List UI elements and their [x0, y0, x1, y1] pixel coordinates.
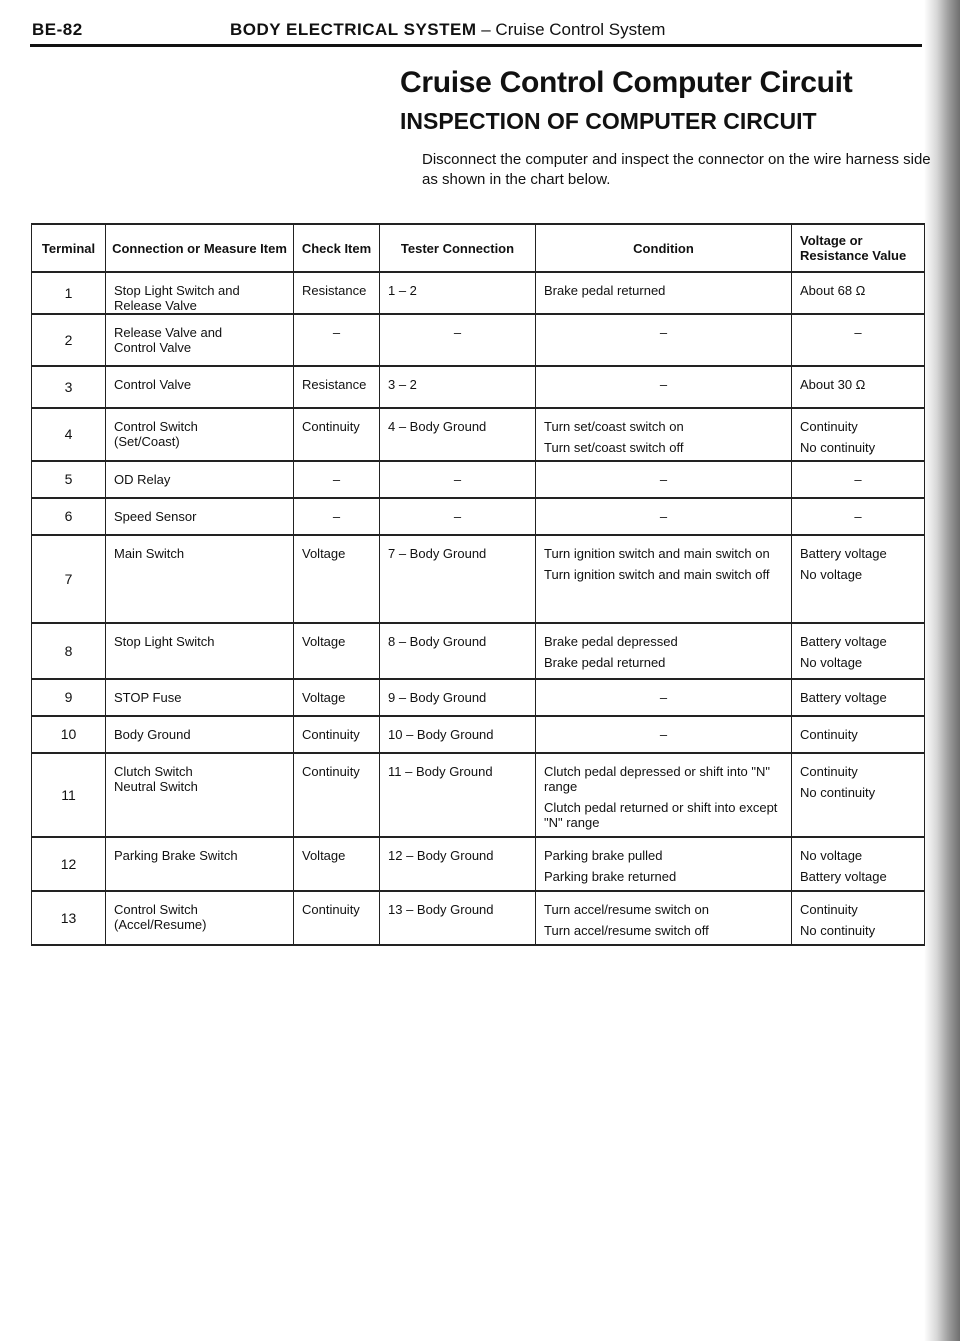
terminal-cell: 6	[32, 498, 106, 535]
section-title-bold: BODY ELECTRICAL SYSTEM	[230, 20, 477, 39]
check-item-cell: Voltage	[294, 679, 380, 716]
value-line: –	[854, 472, 862, 487]
condition-line: Turn accel/resume switch on	[544, 902, 709, 917]
condition-line: –	[659, 727, 668, 742]
value-line: About 30 Ω	[800, 377, 866, 392]
value-line: Battery voltage	[800, 690, 887, 705]
value-cell	[792, 623, 925, 679]
value-cell	[792, 366, 925, 408]
inspection-table	[31, 223, 925, 946]
measure-item-cell	[106, 716, 294, 753]
page-number: BE-82	[32, 20, 83, 39]
page-edge-shadow	[924, 0, 960, 1341]
tester-connection-cell: 12 – Body Ground	[380, 837, 536, 891]
measure-item-line: OD Relay	[114, 472, 171, 487]
table-row	[32, 498, 925, 535]
value-line: No voltage	[800, 655, 863, 670]
condition-line: –	[659, 690, 668, 705]
check-item-cell: Continuity	[294, 891, 380, 945]
header-check-item: Check Item	[294, 224, 380, 272]
value-line: Continuity	[800, 902, 858, 917]
condition-line: Turn set/coast switch on	[544, 419, 684, 434]
condition-cell	[536, 314, 792, 366]
measure-item-line: Control Valve	[114, 377, 192, 392]
page-subtitle: INSPECTION OF COMPUTER CIRCUIT	[400, 108, 817, 134]
measure-item-cell	[106, 272, 294, 314]
header-connection-line1: Connection or	[112, 240, 201, 256]
terminal-cell: 12	[32, 837, 106, 891]
tester-connection-cell: 13 – Body Ground	[380, 891, 536, 945]
measure-item-cell	[106, 837, 294, 891]
measure-item-cell	[106, 623, 294, 679]
condition-cell	[536, 837, 792, 891]
table-body	[32, 272, 925, 945]
measure-item-line: Release Valve	[114, 298, 197, 313]
condition-cell	[536, 679, 792, 716]
condition-cell	[536, 461, 792, 498]
measure-item-cell	[106, 408, 294, 461]
value-cell	[792, 891, 925, 945]
measure-item-line: Control Switch	[114, 902, 198, 917]
check-item-cell: Resistance	[294, 272, 380, 314]
terminal-cell: 11	[32, 753, 106, 837]
measure-item-line: Parking Brake Switch	[114, 848, 238, 863]
condition-cell	[536, 408, 792, 461]
condition-line: Turn set/coast switch off	[544, 440, 684, 455]
value-line: –	[854, 509, 862, 524]
check-item-cell: Continuity	[294, 753, 380, 837]
section-title	[230, 20, 665, 40]
check-item-cell: Voltage	[294, 535, 380, 623]
table-row	[32, 272, 925, 314]
value-cell	[792, 408, 925, 461]
condition-line: Turn accel/resume switch off	[544, 923, 709, 938]
value-cell	[792, 837, 925, 891]
table-row	[32, 535, 925, 623]
terminal-cell: 3	[32, 366, 106, 408]
condition-line: –	[659, 472, 668, 487]
value-line: Battery voltage	[800, 634, 887, 649]
header-condition: Condition	[536, 224, 792, 272]
condition-line: –	[659, 325, 668, 340]
terminal-cell: 5	[32, 461, 106, 498]
terminal-cell: 4	[32, 408, 106, 461]
tester-connection-cell: 3 – 2	[380, 366, 536, 408]
value-line: No voltage	[800, 848, 863, 863]
condition-line: Turn ignition switch and main switch off	[544, 567, 770, 582]
measure-item-line: (Accel/Resume)	[114, 917, 207, 932]
value-cell	[792, 498, 925, 535]
header-terminal: Terminal	[32, 224, 106, 272]
measure-item-line: Stop Light Switch	[114, 634, 215, 649]
value-cell	[792, 753, 925, 837]
condition-line: Clutch pedal depressed or shift into "N" range	[544, 764, 771, 794]
terminal-cell: 1	[32, 272, 106, 314]
terminal-cell: 8	[32, 623, 106, 679]
table-row	[32, 891, 925, 945]
table-row	[32, 837, 925, 891]
measure-item-line: Control Valve	[114, 340, 192, 355]
measure-item-line: Neutral Switch	[114, 779, 198, 794]
table-row	[32, 679, 925, 716]
measure-item-line: Speed Sensor	[114, 509, 197, 524]
table-row	[32, 461, 925, 498]
condition-cell	[536, 716, 792, 753]
intro-text: Disconnect the computer and inspect the connector on the wire harness side as shown in the chart below.	[422, 151, 931, 188]
measure-item-line: Main Switch	[114, 546, 185, 561]
condition-cell	[536, 366, 792, 408]
table-row	[32, 314, 925, 366]
value-line: –	[854, 325, 862, 340]
value-cell	[792, 535, 925, 623]
tester-connection-cell: 8 – Body Ground	[380, 623, 536, 679]
condition-line: –	[659, 377, 668, 392]
condition-line: Parking brake returned	[544, 869, 677, 884]
table-row	[32, 753, 925, 837]
table-row	[32, 716, 925, 753]
check-item-cell: –	[294, 498, 380, 535]
check-item-cell: Voltage	[294, 837, 380, 891]
value-line: No continuity	[800, 923, 876, 938]
table-row	[32, 408, 925, 461]
terminal-cell: 13	[32, 891, 106, 945]
header-value	[792, 224, 925, 272]
value-cell	[792, 461, 925, 498]
header-connection-line2: Measure Item	[203, 240, 287, 256]
value-cell	[792, 716, 925, 753]
condition-line: –	[659, 509, 668, 524]
measure-item-line: Control Switch	[114, 419, 198, 434]
value-line: No voltage	[800, 567, 863, 582]
page-title: Cruise Control Computer Circuit	[400, 66, 853, 99]
value-line: Battery voltage	[800, 869, 887, 884]
condition-line: Brake pedal returned	[544, 283, 666, 298]
condition-cell	[536, 498, 792, 535]
value-cell	[792, 272, 925, 314]
measure-item-cell	[106, 753, 294, 837]
tester-connection-cell: –	[380, 314, 536, 366]
check-item-cell: Voltage	[294, 623, 380, 679]
value-line: Continuity	[800, 764, 858, 779]
condition-line: Clutch pedal returned or shift into except "N" range	[544, 800, 778, 830]
header-value-line2: Resistance Value	[800, 248, 907, 263]
condition-cell	[536, 623, 792, 679]
tester-connection-cell: 7 – Body Ground	[380, 535, 536, 623]
value-line: No continuity	[800, 440, 876, 455]
tester-connection-cell: 11 – Body Ground	[380, 753, 536, 837]
tester-connection-cell: 10 – Body Ground	[380, 716, 536, 753]
table-row	[32, 623, 925, 679]
value-cell	[792, 679, 925, 716]
condition-line: Brake pedal returned	[544, 655, 666, 670]
terminal-cell: 9	[32, 679, 106, 716]
check-item-cell: Continuity	[294, 408, 380, 461]
check-item-cell: Continuity	[294, 716, 380, 753]
check-item-cell: –	[294, 314, 380, 366]
value-line: Battery voltage	[800, 546, 887, 561]
measure-item-line: Body Ground	[114, 727, 191, 742]
tester-connection-cell: –	[380, 498, 536, 535]
measure-item-cell	[106, 314, 294, 366]
condition-line: Brake pedal depressed	[544, 634, 678, 649]
value-cell	[792, 314, 925, 366]
table-row	[32, 366, 925, 408]
measure-item-line: Release Valve and	[114, 325, 223, 340]
header-rule	[30, 44, 922, 47]
value-line: Continuity	[800, 419, 858, 434]
page-header	[32, 20, 922, 44]
header-tester-connection: Tester Connection	[380, 224, 536, 272]
measure-item-cell	[106, 498, 294, 535]
condition-cell	[536, 753, 792, 837]
header-value-line1: Voltage or	[800, 233, 863, 248]
measure-item-cell	[106, 461, 294, 498]
value-line: Continuity	[800, 727, 858, 742]
measure-item-line: Clutch Switch	[114, 764, 193, 779]
condition-cell	[536, 272, 792, 314]
measure-item-line: STOP Fuse	[114, 690, 182, 705]
condition-line: Turn ignition switch and main switch on	[544, 546, 770, 561]
measure-item-cell	[106, 891, 294, 945]
measure-item-cell	[106, 535, 294, 623]
terminal-cell: 2	[32, 314, 106, 366]
terminal-cell: 7	[32, 535, 106, 623]
check-item-cell: –	[294, 461, 380, 498]
check-item-cell: Resistance	[294, 366, 380, 408]
measure-item-cell	[106, 679, 294, 716]
condition-cell	[536, 891, 792, 945]
terminal-cell: 10	[32, 716, 106, 753]
value-line: No continuity	[800, 785, 876, 800]
measure-item-line: (Set/Coast)	[114, 434, 180, 449]
header-connection	[106, 224, 294, 272]
measure-item-cell	[106, 366, 294, 408]
value-line: About 68 Ω	[800, 283, 866, 298]
measure-item-line: Stop Light Switch and	[114, 283, 240, 298]
tester-connection-cell: 1 – 2	[380, 272, 536, 314]
tester-connection-cell: –	[380, 461, 536, 498]
tester-connection-cell: 9 – Body Ground	[380, 679, 536, 716]
table-header-row	[32, 224, 925, 272]
condition-line: Parking brake pulled	[544, 848, 663, 863]
condition-cell	[536, 535, 792, 623]
tester-connection-cell: 4 – Body Ground	[380, 408, 536, 461]
section-title-rest: – Cruise Control System	[476, 20, 666, 39]
